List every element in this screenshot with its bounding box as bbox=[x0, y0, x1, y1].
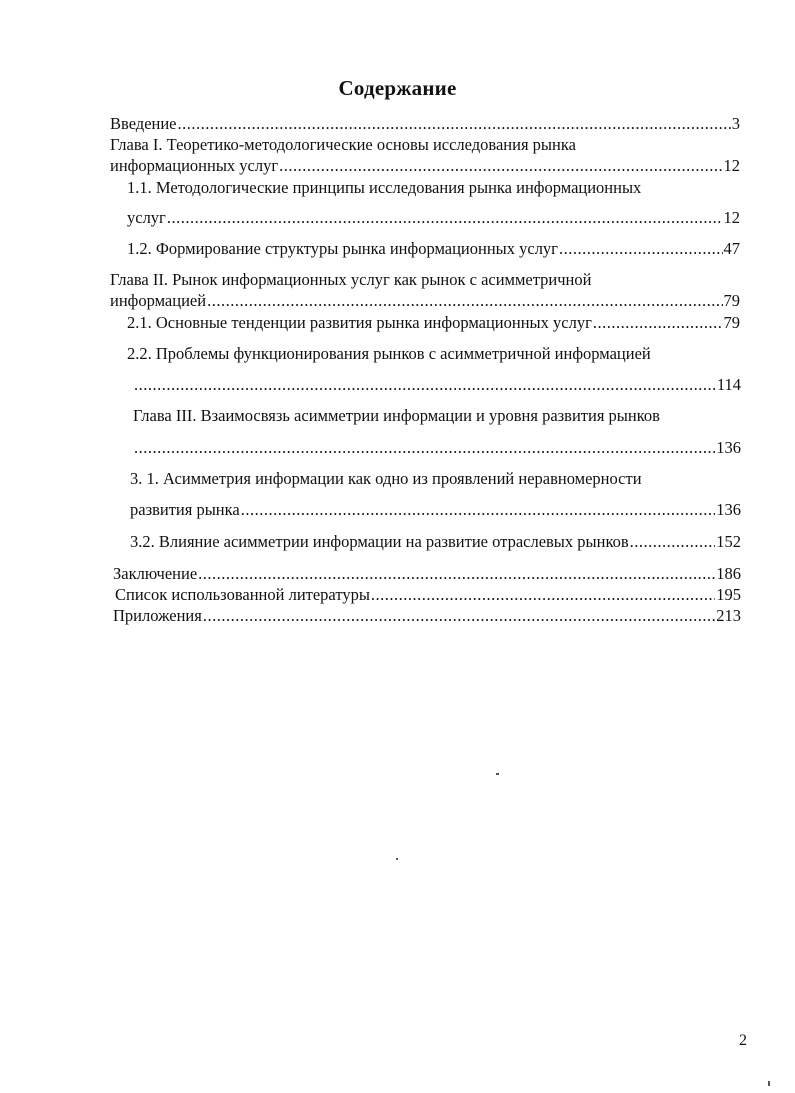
toc-entry-chapter-1[interactable]: Глава I. Теоретико-методологические основы исследования рынка bbox=[110, 135, 576, 154]
toc-entry-label: 3.2. Влияние асимметрии информации на развитие отраслевых рынков bbox=[130, 532, 629, 551]
page-title: Содержание bbox=[338, 76, 457, 100]
toc-entry-references[interactable] bbox=[115, 585, 741, 605]
dot-leader bbox=[241, 500, 716, 520]
toc-page-number: 47 bbox=[723, 239, 740, 258]
toc-entry-chapter-1-cont[interactable] bbox=[110, 156, 740, 176]
toc-page-number: 213 bbox=[716, 606, 741, 625]
toc-page-number: 79 bbox=[723, 313, 740, 332]
toc-entry-chapter-3-cont[interactable] bbox=[133, 438, 741, 458]
toc-entry-chapter-2[interactable]: Глава II. Рынок информационных услуг как рынок с асимметричной bbox=[110, 270, 592, 289]
page-number: 2 bbox=[739, 1032, 747, 1049]
toc-entry-chapter-2-cont[interactable] bbox=[110, 291, 740, 311]
toc-page-number: 12 bbox=[723, 208, 740, 227]
dot-leader bbox=[559, 239, 723, 259]
dot-leader bbox=[630, 532, 716, 552]
dot-leader bbox=[207, 291, 722, 311]
toc-entry-section-2-2-cont[interactable] bbox=[133, 375, 741, 395]
toc-entry-section-2-2[interactable]: 2.2. Проблемы функционирования рынков с асимметричной информацией bbox=[127, 344, 651, 363]
toc-entry-label: услуг bbox=[127, 208, 166, 227]
toc-entry-section-3-1[interactable]: 3. 1. Асимметрия информации как одно из проявлений неравномерности bbox=[130, 469, 642, 488]
toc-page-number: 136 bbox=[716, 500, 741, 519]
dot-leader bbox=[198, 564, 715, 584]
toc-page-number: 136 bbox=[716, 438, 741, 457]
toc-entry-conclusion[interactable] bbox=[113, 564, 741, 584]
toc-page-number: 12 bbox=[723, 156, 740, 175]
toc-page-number: 114 bbox=[716, 375, 741, 394]
toc-entry-label: информационных услуг bbox=[110, 156, 279, 175]
toc-entry-label: Введение bbox=[110, 114, 177, 133]
toc-entry-section-3-1-cont[interactable] bbox=[130, 500, 741, 520]
toc-entry-label: информацией bbox=[110, 291, 207, 310]
toc-entry-section-2-1[interactable] bbox=[127, 313, 740, 333]
dot-leader bbox=[178, 114, 731, 134]
scan-speck bbox=[496, 773, 499, 775]
dot-leader bbox=[134, 375, 716, 395]
toc-entry-label: Заключение bbox=[113, 564, 198, 583]
toc-entry-appendix[interactable] bbox=[113, 606, 741, 626]
toc-entry-section-1-1-cont[interactable] bbox=[127, 208, 740, 228]
toc-entry-label: 2.1. Основные тенденции развития рынка информационных услуг bbox=[127, 313, 592, 332]
toc-page-number: 186 bbox=[716, 564, 741, 583]
toc-entry-label: Список использованной литературы bbox=[115, 585, 370, 604]
scan-speck bbox=[768, 1081, 770, 1086]
toc-entry-label: 1.2. Формирование структуры рынка информационных услуг bbox=[127, 239, 558, 258]
dot-leader bbox=[167, 208, 723, 228]
dot-leader bbox=[593, 313, 723, 333]
toc-entry-chapter-3[interactable]: Глава III. Взаимосвязь асимметрии информации и уровня развития рынков bbox=[133, 406, 660, 425]
toc-page-number: 79 bbox=[723, 291, 740, 310]
dot-leader bbox=[371, 585, 715, 605]
toc-page-number: 3 bbox=[731, 114, 740, 133]
toc-entry-label: развития рынка bbox=[130, 500, 240, 519]
toc-entry-section-3-2[interactable] bbox=[130, 532, 741, 552]
toc-entry-intro[interactable] bbox=[110, 114, 740, 134]
scan-speck bbox=[396, 858, 398, 860]
dot-leader bbox=[279, 156, 722, 176]
toc-entry-label: Приложения bbox=[113, 606, 202, 625]
dot-leader bbox=[134, 438, 715, 458]
toc-page-number: 195 bbox=[716, 585, 741, 604]
toc-entry-section-1-1[interactable]: 1.1. Методологические принципы исследования рынка информационных bbox=[127, 178, 642, 197]
dot-leader bbox=[203, 606, 715, 626]
toc-page-number: 152 bbox=[716, 532, 741, 551]
toc-entry-section-1-2[interactable] bbox=[127, 239, 740, 259]
